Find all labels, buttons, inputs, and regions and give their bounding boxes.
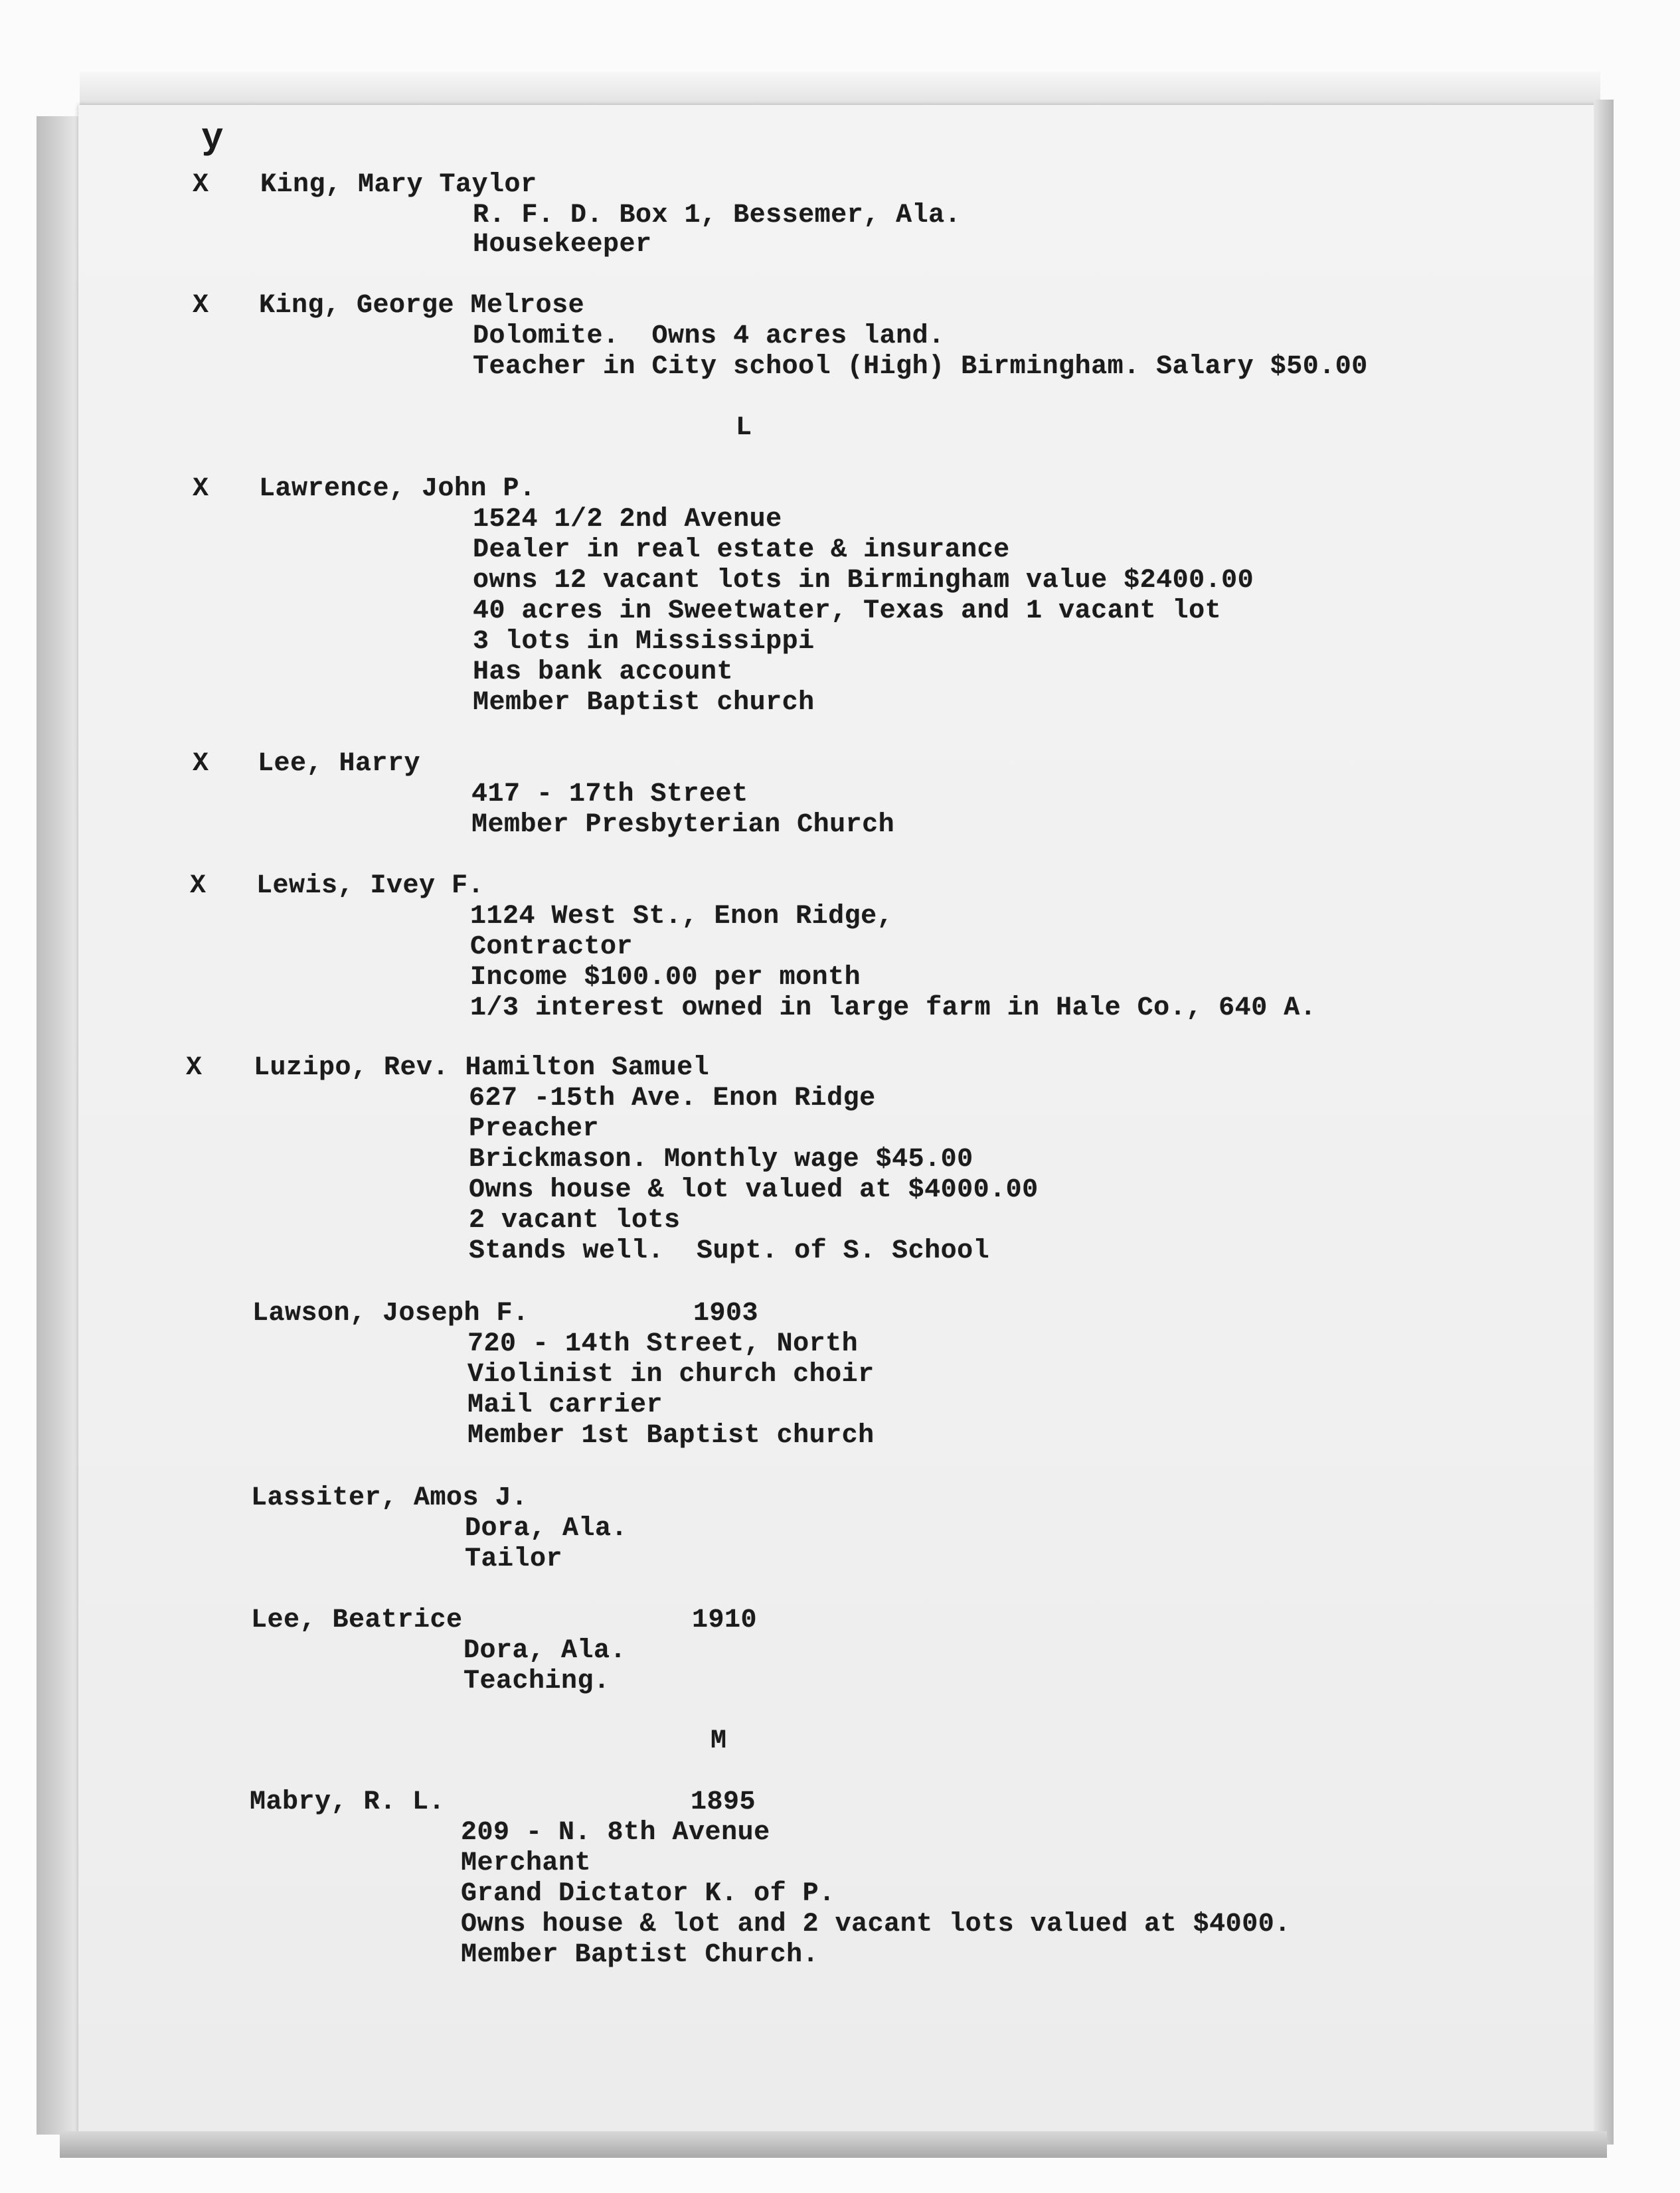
entry-detail-line: Dora, Ala.: [463, 1636, 627, 1666]
entry-detail-line: 2 vacant lots: [469, 1206, 681, 1236]
entry-name: Lee, Beatrice: [251, 1605, 463, 1635]
entry-detail-line: Contractor: [470, 932, 633, 962]
entry-detail-line: Preacher: [469, 1114, 600, 1144]
entry-check-mark: X: [190, 871, 207, 901]
entry-detail-line: Dolomite. Owns 4 acres land.: [473, 321, 945, 351]
entry-detail-line: Grand Dictator K. of P.: [461, 1879, 835, 1909]
entry-detail-line: Member Presbyterian Church: [471, 810, 895, 840]
entry-detail-line: 417 - 17th Street: [471, 779, 748, 809]
page-bottom-edge: [60, 2131, 1607, 2158]
entry-check-mark: X: [193, 291, 209, 321]
entry-name: King, Mary Taylor: [260, 170, 537, 200]
entry-check-mark: X: [193, 170, 209, 200]
entry-name: Mabry, R. L.: [250, 1787, 446, 1817]
entry-detail-line: Member 1st Baptist church: [467, 1421, 875, 1451]
entry-year: 1910: [692, 1605, 758, 1635]
entry-name: Lee, Harry: [258, 749, 421, 779]
entry-detail-line: Merchant: [461, 1848, 592, 1878]
entry-check-mark: X: [193, 749, 209, 779]
entry-detail-line: Income $100.00 per month: [470, 963, 861, 993]
entry-detail-line: 1524 1/2 2nd Avenue: [473, 505, 782, 534]
entry-name: Luzipo, Rev. Hamilton Samuel: [254, 1053, 710, 1083]
entry-check-mark: X: [193, 474, 209, 504]
entry-detail-line: Member Baptist Church.: [461, 1940, 819, 1970]
entry-detail-line: Brickmason. Monthly wage $45.00: [469, 1145, 973, 1175]
entry-detail-line: Violinist in church choir: [467, 1360, 875, 1390]
entry-check-mark: X: [186, 1053, 203, 1083]
page-left-edge: [37, 116, 83, 2135]
entry-detail-line: Dora, Ala.: [465, 1514, 628, 1544]
entry-name: Lassiter, Amos J.: [251, 1483, 528, 1513]
page-top-edge: [80, 72, 1600, 106]
entry-detail-line: 209 - N. 8th Avenue: [461, 1818, 770, 1848]
entry-detail-line: Owns house & lot valued at $4000.00: [469, 1175, 1039, 1205]
entry-detail-line: Owns house & lot and 2 vacant lots valued at $4000.: [461, 1909, 1291, 1939]
typed-page: [78, 105, 1606, 2143]
entry-detail-line: owns 12 vacant lots in Birmingham value $2400.00: [473, 566, 1254, 596]
entry-detail-line: Teaching.: [463, 1666, 610, 1696]
entry-detail-line: Tailor: [465, 1544, 563, 1574]
entry-detail-line: Has bank account: [473, 657, 734, 687]
entry-detail-line: R. F. D. Box 1, Bessemer, Ala.: [473, 201, 962, 230]
entry-name: Lewis, Ivey F.: [256, 871, 485, 901]
entry-detail-line: Member Baptist church: [473, 688, 815, 718]
entry-detail-line: 1/3 interest owned in large farm in Hale Co., 640 A.: [470, 993, 1317, 1023]
entry-detail-line: Housekeeper: [473, 230, 652, 260]
entry-year: 1895: [691, 1787, 756, 1817]
entry-name: King, George Melrose: [259, 291, 585, 321]
entry-detail-line: Stands well. Supt. of S. School: [469, 1236, 990, 1266]
section-letter: M: [711, 1726, 727, 1756]
entry-detail-line: Dealer in real estate & insurance: [473, 535, 1010, 565]
entry-name: Lawson, Joseph F.: [252, 1299, 529, 1329]
entry-detail-line: Teacher in City school (High) Birmingham. Salary $50.00: [473, 352, 1368, 382]
page-corner-mark: y: [201, 117, 224, 159]
entry-name: Lawrence, John P.: [259, 474, 536, 504]
page-right-edge: [1594, 100, 1614, 2145]
entry-detail-line: 720 - 14th Street, North: [467, 1329, 859, 1359]
entry-detail-line: Mail carrier: [467, 1390, 663, 1420]
entry-year: 1903: [693, 1299, 759, 1329]
entry-detail-line: 3 lots in Mississippi: [473, 627, 815, 657]
entry-detail-line: 40 acres in Sweetwater, Texas and 1 vacant lot: [473, 596, 1222, 626]
section-letter: L: [736, 413, 752, 443]
entry-detail-line: 627 -15th Ave. Enon Ridge: [469, 1084, 876, 1113]
entry-detail-line: 1124 West St., Enon Ridge,: [470, 902, 894, 932]
